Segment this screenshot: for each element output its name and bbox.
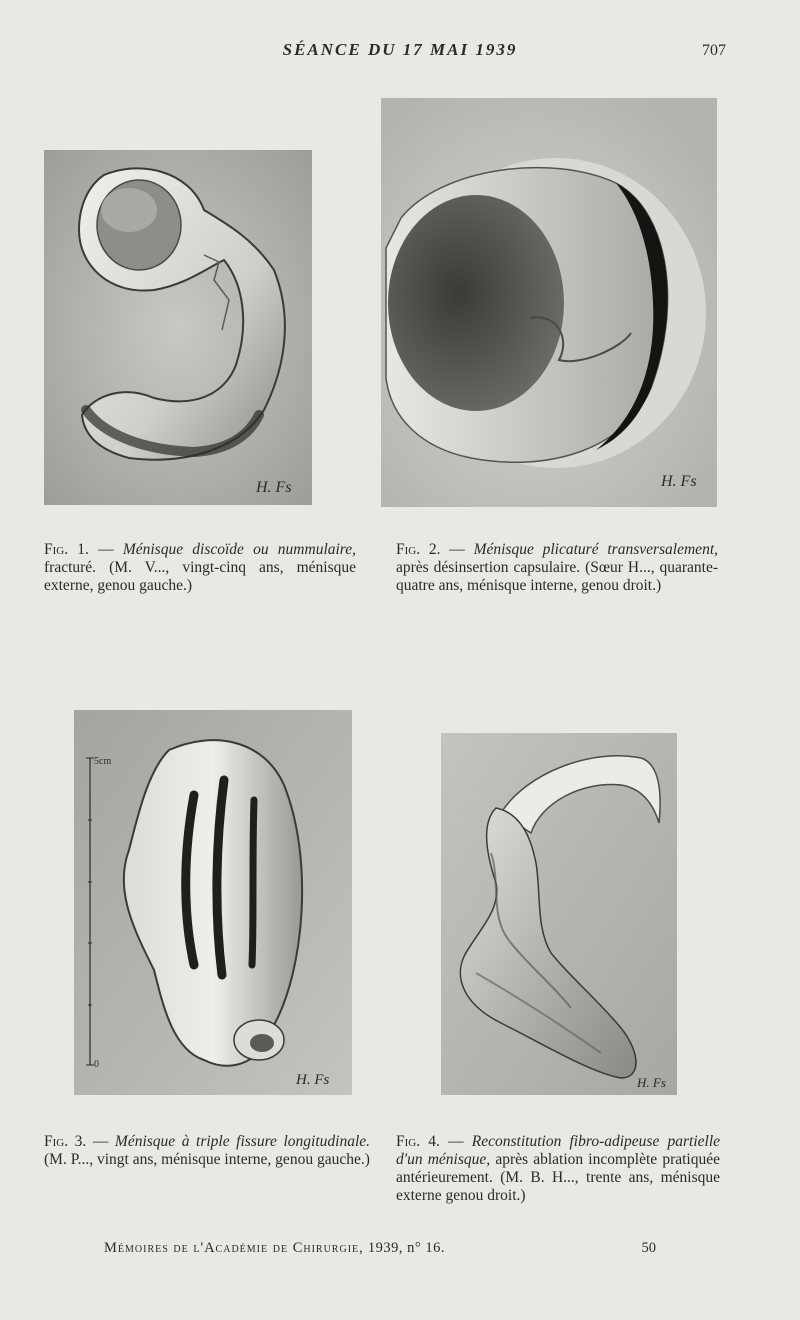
figure-3-signature: H. Fs xyxy=(296,1072,330,1088)
figure-1-caption xyxy=(44,541,356,595)
figure-3-label: Fig. 3. xyxy=(44,1133,87,1150)
figure-4-label: Fig. 4. xyxy=(396,1133,440,1150)
figure-3-illustration xyxy=(74,710,352,1095)
figure-2-signature: H. Fs xyxy=(661,473,697,490)
figure-4-signature: H. Fs xyxy=(637,1075,666,1090)
figure-1-dash: — xyxy=(98,541,114,558)
footer-sheet-number: 50 xyxy=(641,1240,656,1256)
figure-4-illustration xyxy=(441,733,677,1095)
figure-3-scale-bottom-label: 0 xyxy=(94,1059,99,1070)
figure-2-dash: — xyxy=(449,541,465,558)
figure-2-title: Ménisque plicaturé transversalement, xyxy=(473,541,718,558)
figure-1-text: fracturé. (M. V..., vingt-cinq ans, ménisque externe, genou gauche.) xyxy=(44,559,356,594)
figure-4-dash: — xyxy=(448,1133,464,1150)
figure-1-label: Fig. 1. xyxy=(44,541,89,558)
figure-2-label: Fig. 2. xyxy=(396,541,441,558)
figure-3-text: (M. P..., vingt ans, ménisque interne, genou gauche.) xyxy=(44,1151,370,1168)
figure-1-illustration xyxy=(44,150,312,505)
figure-4-title: Reconstitution fibro-adipeuse partielle d'un ménisque, xyxy=(396,1133,721,1168)
figure-3-title: Ménisque à triple fissure longitudinale. xyxy=(114,1133,371,1150)
figure-3-scale-top-label: 5cm xyxy=(94,756,112,767)
meniscus-reconstitution-drawing xyxy=(441,733,677,1095)
figure-2-illustration xyxy=(381,98,717,507)
figure-4-text: après ablation incomplète pratiquée antérieurement. (M. B. H..., trente ans, ménisque externe genou droit.) xyxy=(396,1151,720,1204)
meniscus-discoid-drawing xyxy=(44,150,312,505)
figure-2-caption xyxy=(396,541,718,595)
figure-2-text: après désinsertion capsulaire. (Sœur H..., quarante-quatre ans, ménisque interne, genou droit.) xyxy=(396,559,718,594)
page-number: 707 xyxy=(702,42,726,59)
footer-journal: Mémoires de l'Académie de Chirurgie, xyxy=(104,1240,364,1256)
figure-1-signature: H. Fs xyxy=(256,479,292,496)
meniscus-triple-fissure-drawing xyxy=(74,710,352,1095)
footer-issue: 1939, n° 16. xyxy=(367,1240,445,1256)
figure-3-caption xyxy=(44,1133,370,1169)
figure-1-title: Ménisque discoïde ou nummulaire, xyxy=(122,541,357,558)
figure-4-caption xyxy=(396,1133,720,1205)
figure-3-dash: — xyxy=(92,1133,109,1150)
meniscus-plicated-drawing xyxy=(381,98,717,507)
running-title: SÉANCE DU 17 MAI 1939 xyxy=(282,40,518,59)
page-footer xyxy=(104,1240,664,1257)
